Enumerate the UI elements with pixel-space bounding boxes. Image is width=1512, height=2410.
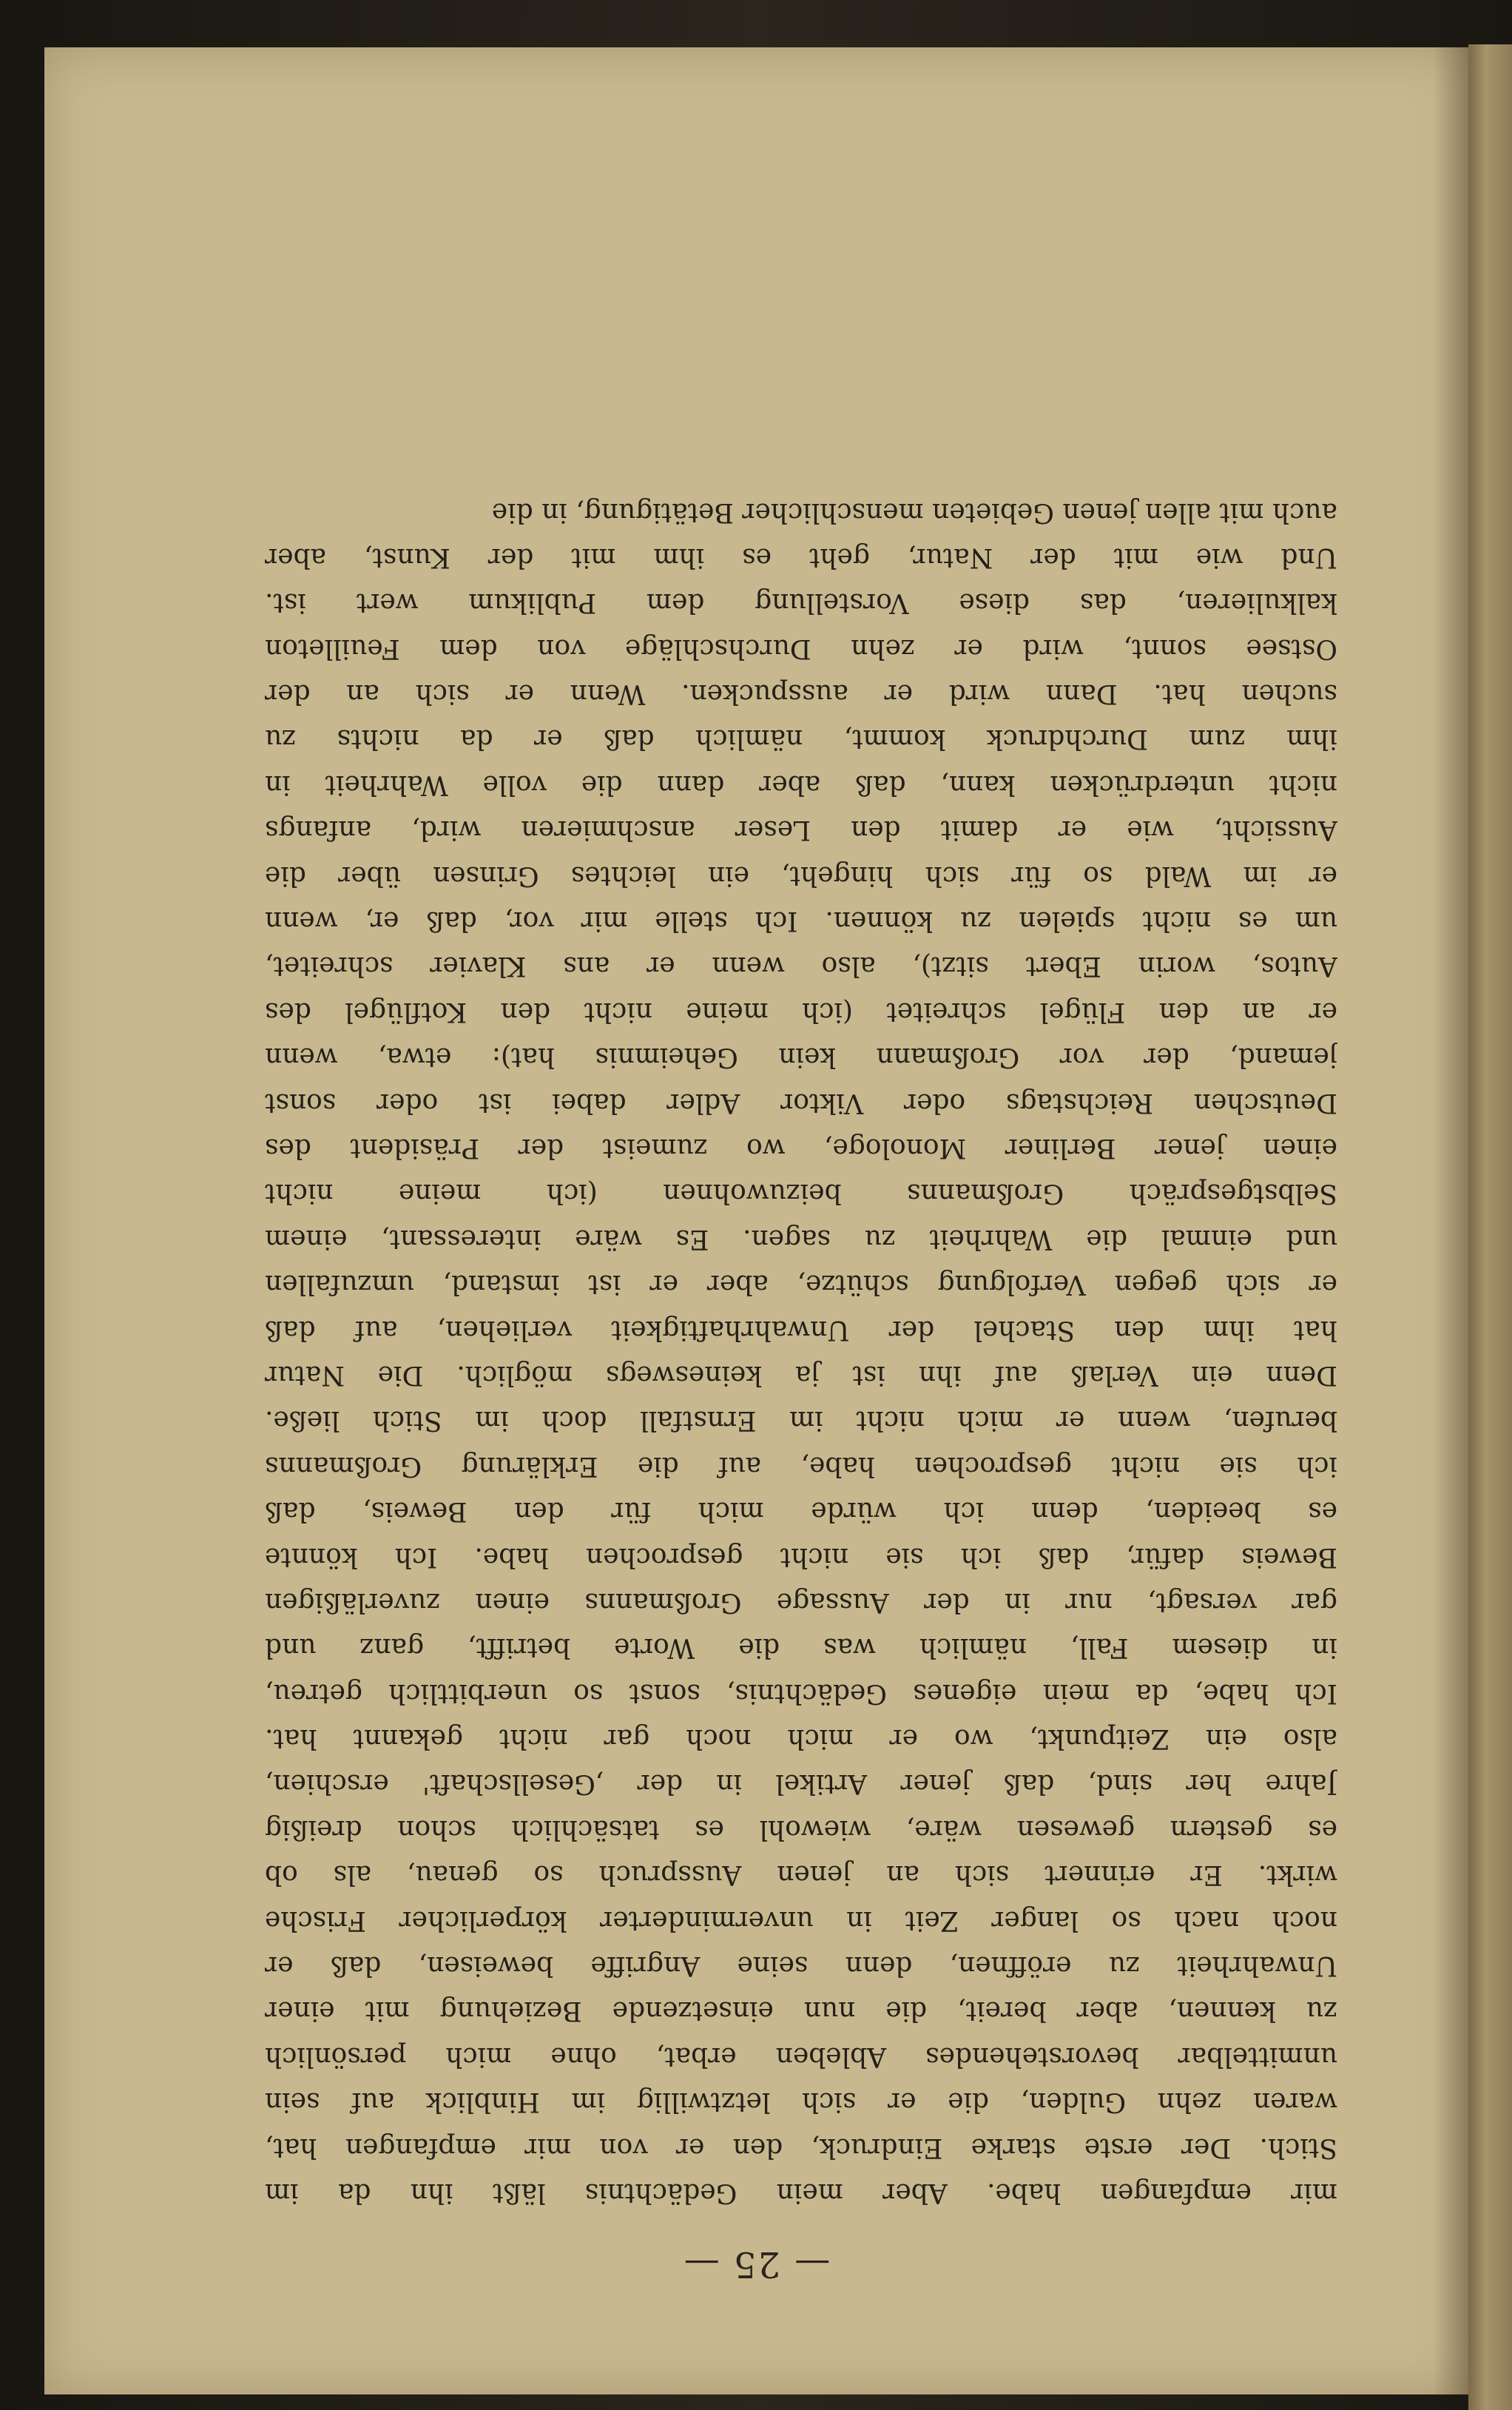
body-text [265, 489, 1337, 2215]
text-line: ihm zum Durchdruck kommt, nämlich daß er da nichts zu [265, 724, 1337, 755]
book-page [44, 47, 1468, 2394]
text-line: in diesem Fall, nämlich was die Worte betrifft, ganz und [265, 1632, 1337, 1663]
text-line: nicht unterdrücken kann, daß aber dann die volle Wahrheit in [265, 769, 1337, 800]
text-line: wirkt. Er erinnert sich an jenen Ausspruch so genau, als ob [265, 1859, 1337, 1891]
text-line: Deutschen Reichstags oder Viktor Adler dabei ist oder sonst [265, 1087, 1337, 1118]
text-line: er sich gegen Verfolgung schütze, aber er ist imstand, umzufallen [265, 1269, 1337, 1300]
text-line: zu kennen, aber bereit, die nun einsetzende Beziehung mit einer [265, 1996, 1337, 2027]
page-number: — 25 — [682, 2244, 831, 2285]
text-line: berufen, wenn er mich nicht im Ernstfall doch im Stich ließe. [265, 1405, 1337, 1436]
text-line: Ich habe, da mein eigenes Gedächtnis, sonst so unerbittlich getreu, [265, 1677, 1337, 1709]
text-line: mir empfangen habe. Aber mein Gedächtnis läßt ihn da im [265, 2178, 1337, 2208]
text-line: kalkulieren, das diese Vorstellung dem Publikum wert ist. [265, 588, 1337, 619]
text-line: er an den Flügel schreitet (ich meine nicht den Kotflügel des [265, 996, 1337, 1027]
text-line: Selbstgespräch Großmanns beizuwohnen (ich meine nicht [265, 1178, 1337, 1209]
text-line: Unwahrheit zu eröffnen, denn seine Angriffe beweisen, daß er [265, 1950, 1337, 1982]
text-line: Jahre her sind, daß jener Artikel in der ‚Gesellschaft' erschien, [265, 1768, 1337, 1800]
upside-down-page-content [44, 47, 1468, 2394]
text-line: ich sie nicht gesprochen habe, auf die Erklärung Großmanns [265, 1450, 1337, 1481]
text-line: es beeiden, denn ich würde mich für den Beweis, daß [265, 1496, 1337, 1527]
text-line: Und wie mit der Natur, geht es ihm mit der Kunst, aber [265, 542, 1337, 573]
text-line: gar versagt, nur in der Aussage Großmanns einen zuverläßigen [265, 1586, 1337, 1618]
text-line: suchen hat. Dann wird er ausspucken. Wenn er sich an der [265, 679, 1337, 710]
text-line: um es nicht spielen zu können. Ich stelle mir vor, daß er, wenn [265, 906, 1337, 937]
text-line: Beweis dafür, daß ich sie nicht gesprochen habe. Ich könnte [265, 1541, 1337, 1572]
text-line: hat ihm den Stachel der Unwahrhaftigkeit verliehen, auf daß [265, 1314, 1337, 1345]
text-line: es gestern gewesen wäre, wiewohl es tatsächlich schon dreißig [265, 1814, 1337, 1845]
text-line: Ostsee sonnt, wird er zehn Durchschläge von dem Feuilleton [265, 633, 1337, 664]
text-line: waren zehn Gulden, die er sich letztwillig im Hinblick auf sein [265, 2087, 1337, 2118]
text-line: und einmal die Wahrheit zu sagen. Es wäre interessant, einem [265, 1223, 1337, 1254]
text-line: Autos, worin Ebert sitzt), also wenn er ans Klavier schreitet, [265, 951, 1337, 982]
text-line: einen jener Berliner Monologe, wo zumeist der Präsident des [265, 1133, 1337, 1164]
text-line: er im Wald so für sich hingeht, ein leichtes Grinsen über die [265, 860, 1337, 891]
text-line: Denn ein Verlaß auf ihn ist ja keineswegs möglich. Die Natur [265, 1359, 1337, 1390]
text-line: jemand, der vor Großmann kein Geheimnis hat): etwa, wenn [265, 1042, 1337, 1073]
text-line: auch mit allen jenen Gebieten menschlicher Betätigung, in die [491, 497, 1337, 528]
text-line: unmittelbar bevorstehendes Ableben erbat, ohne mich persönlich [265, 2041, 1337, 2072]
adjacent-page-edge [1468, 44, 1512, 2410]
text-line: Stich. Der erste starke Eindruck, den er von mir empfangen hat, [265, 2132, 1337, 2163]
text-line: Aussicht, wie er damit den Leser anschmieren wird, anfangs [265, 815, 1337, 846]
text-line: also ein Zeitpunkt, wo er mich noch gar nicht gekannt hat. [265, 1723, 1337, 1754]
text-line: noch nach so langer Zeit in unverminderter körperlicher Frische [265, 1905, 1337, 1936]
